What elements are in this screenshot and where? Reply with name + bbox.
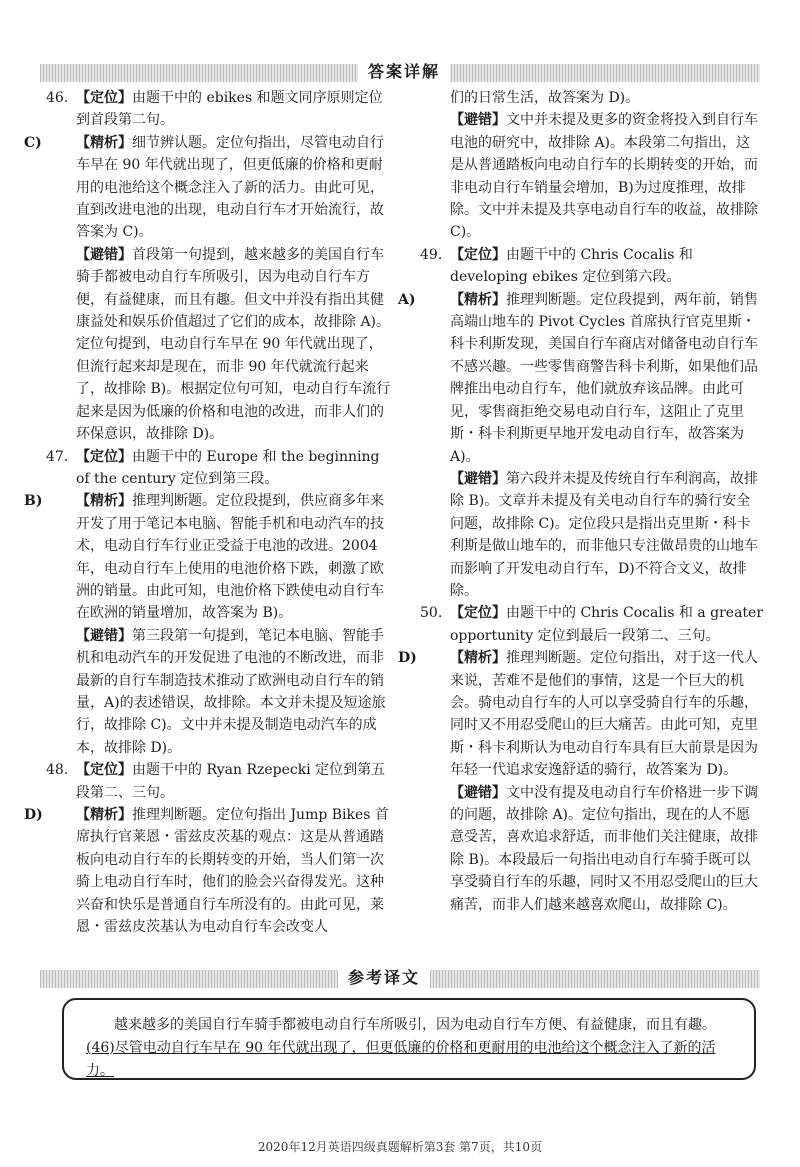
right-column bbox=[398, 87, 764, 916]
page-footer: 2020年12月英语四级真题解析第3套 第7页，共10页 bbox=[257, 1140, 543, 1154]
q50-locate: 50. 【定位】由题干中的 Chris Cocalis 和 a greater opportunity 定位到最后一段第二、三句。 bbox=[420, 605, 764, 644]
q48-locate: 48. 【定位】由题干中的 Ryan Rzepecki 定位到第五段第二、三句。 bbox=[46, 762, 386, 801]
q50-analysis: D) 【精析】推理判断题。定位句指出，对于这一代人来说，苦难不是他们的事情，这是一个巨大的机会。骑电动自行车的人可以享受骑自行车的乐趣，同时又不用忍受爬山的巨大痛苦。由此可知，克里斯・科卡利斯认为电动自行车具有巨大前景是因为年轻一代追求安逸舒适的骑行，故答案为 D)。 bbox=[420, 647, 764, 781]
answer-letter: A) bbox=[398, 291, 416, 308]
q49-analysis: A) 【精析】推理判断题。定位段提到，两年前，销售高端山地车的 Pivot Cycles 首席执行官克里斯・科卡利斯发现，美国自行车商店对储备电动自行车不感兴趣。一些零售商警告科卡利斯，如果他们品牌推出电动自行车，他们就放弃该品牌。由此可见，零售商拒绝交易电动自行车，这阻止了克里斯・科卡利斯更早地开发电动自行车，故答案为 A)。 bbox=[420, 289, 764, 468]
q47-locate: 47. 【定位】由题干中的 Europe 和 the beginning of the century 定位到第三段。 bbox=[46, 448, 380, 487]
translation-text: 越来越多的美国自行车骑手都被电动自行车所吸引，因为电动自行车方便、有益健康，而且有趣。(46)尽管电动自行车早在 90 年代就出现了，但更低廉的价格和更耐用的电池给这个概念注入了新的活力。 bbox=[86, 1017, 716, 1079]
answer-letter: D) bbox=[398, 650, 417, 667]
q47-pitfall: 【避错】第三段第一句提到，笔记本电脑、智能手机和电动汽车的开发促进了电池的不断改进，而非最新的自行车制造技术推动了欧洲电动自行车的销量，A)的表述错误，故排除。本文并未提及短途旅行，故排除 C)。文中并未提及制造电动汽车的成本，故排除 D)。 bbox=[76, 627, 386, 756]
q46-locate: 46. 【定位】由题干中的 ebikes 和题文同序原则定位到首段第二句。 bbox=[46, 90, 383, 129]
left-column bbox=[24, 87, 392, 938]
q48-analysis-cont: 们的日常生活，故答案为 D)。 bbox=[450, 90, 640, 106]
q46-pitfall: 【避错】首段第一句提到，越来越多的美国自行车骑手都被电动自行车所吸引，因为电动自行车方便，有益健康，而且有趣。但文中并没有指出其健康益处和娱乐价值超过了它们的成本，故排除 A)。定位句提到，电动自行车早在 90 年代就出现了，但流行起来却是现在，而非 90 年代就流行起来了，故排除 B)。根据定位句可知，电动自行车流行起来是因为低廉的价格和电池的改进，而非人们的环保意识，故排除 D)。 bbox=[76, 246, 391, 443]
q49-pitfall: 【避错】第六段并未提及传统自行车利润高，故排除 B)。文章并未提及有关电动自行车的骑行安全问题，故排除 C)。定位段只是指出克里斯・科卡利斯是做山地车的，而非他只专注做昂贵的山地车而影响了开发电动自行车，D)不符合文义，故排除。 bbox=[450, 470, 758, 599]
answer-letter: B) bbox=[24, 493, 43, 510]
q46-analysis: C) 【精析】细节辨认题。定位句指出，尽管电动自行车早在 90 年代就出现了，但更低廉的价格和更耐用的电池给这个概念注入了新的活力。由此可见，直到改进电池的出现，电动自行车才开始流行，故答案为 C)。 bbox=[46, 132, 392, 244]
answer-letter: D) bbox=[24, 807, 43, 823]
translation-underlined-sentence: (46)尽管电动自行车早在 90 年代就出现了，但更低廉的价格和更耐用的电池给这个概念注入了新的活力。 bbox=[86, 1040, 716, 1079]
section-title-translation: 参考译文 bbox=[338, 967, 430, 989]
translation-box bbox=[62, 998, 756, 1080]
q48-pitfall: 【避错】文中并未提及更多的资金将投入到自行车电池的研究中，故排除 A)。本段第二句指出，这是从普通踏板向电动自行车的长期转变的开始，而非电动自行车销量会增加，B)为过度推理，故排除。文中并未提及共享电动自行车的收益，故排除 C)。 bbox=[450, 112, 758, 241]
answer-letter: C) bbox=[24, 134, 42, 151]
q49-locate: 49. 【定位】由题干中的 Chris Cocalis 和 developing ebikes 定位到第六段。 bbox=[420, 246, 693, 286]
q47-analysis: B) 【精析】推理判断题。定位段提到，供应商多年来开发了用于笔记本电脑、智能手机和电动汽车的技术，电动自行车行业正受益于电池的改进。2004 年，电动自行车上使用的电池价格下跌，刺激了欧洲的销量。由此可知，电池价格下跌使电动自行车在欧洲的销量增加，故答案为 B)。 bbox=[46, 490, 392, 624]
q50-pitfall: 【避错】文中没有提及电动自行车价格进一步下调的问题，故排除 A)。定位句指出，现在的人不愿意受苦，喜欢追求舒适，而非他们关注健康，故排除 B)。本段最后一句指出电动自行车骑手既可以享受骑自行车的乐趣，同时又不用忍受爬山的巨大痛苦，而非人们越来越喜欢爬山，故排除 C)。 bbox=[450, 784, 758, 913]
q48-analysis: D) 【精析】推理判断题。定位句指出 Jump Bikes 首席执行官莱恩・雷兹皮茨基的观点：这是从普通踏板向电动自行车的长期转变的开始，当人们第一次骑上电动自行车时，他们的脸会兴奋得发光。这种兴奋和快乐是普通自行车所没有的。由此可见，莱恩・雷兹皮茨基认为电动自行车会改变人 bbox=[46, 804, 392, 938]
section-title-answers: 答案详解 bbox=[358, 61, 450, 83]
